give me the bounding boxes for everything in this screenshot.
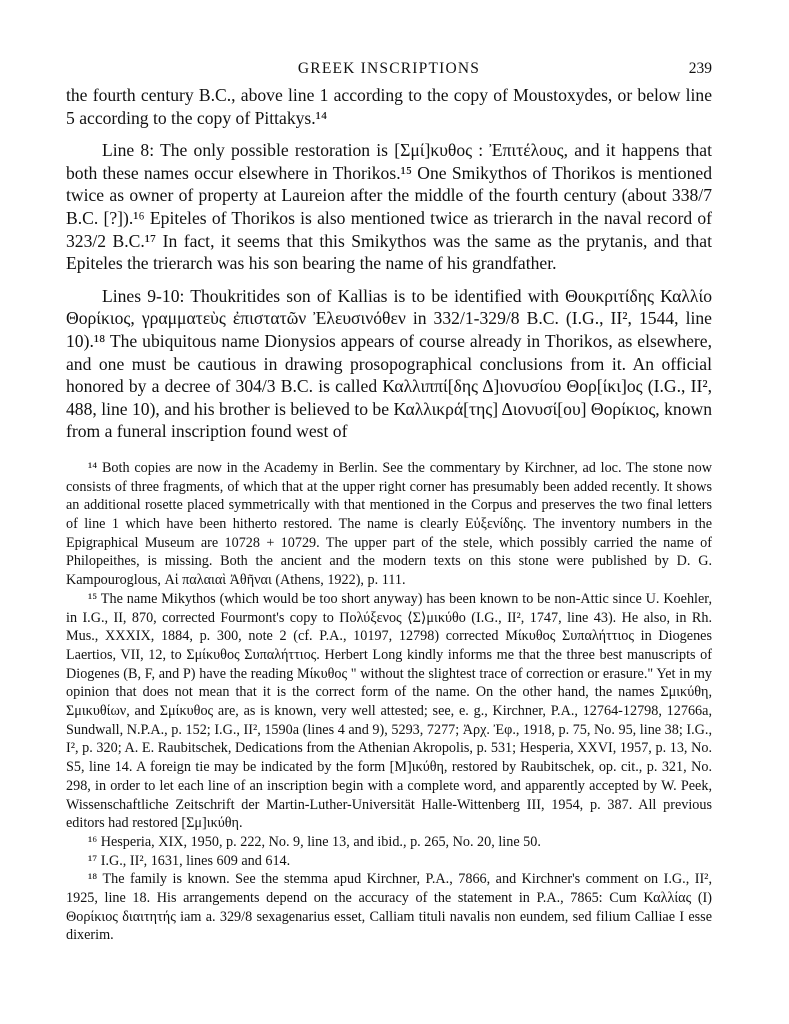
footnote-14: ¹⁴ Both copies are now in the Academy in Berlin. See the commentary by Kirchner, ad loc. The stone now consists of three fragments, of which that at the upper right corner has presumably been added recently. It shows an additional rosette placed symmetrically with that mentioned in the Corpus and preserves the two final letters of line 1 which have been hitherto restored. The name is clearly Εὐξενίδης. The inventory numbers in the Epigraphical Museum are 10728 + 10729. The upper part of the stele, which possibly carried the name of Philopeithes, is missing. Both the ancient and the modern texts on this stone were published by D. G. Kampouroglous, Αἱ παλαιαὶ Ἀθῆναι (Athens, 1922), p. 111. <box>66 459 712 589</box>
page <box>66 54 712 945</box>
paragraph-lines-9-10: Lines 9-10: Thoukritides son of Kallias is to be identified with Θουκριτίδης Καλλίο Θορίκιος, γραμματεὺς ἐπιστατῶν Ἐλευσινόθεν in 332/1-329/8 B.C. (I.G., II², 1544, line 10).¹⁸ The ubiquitous name Dionysios appears of course already in Thorikos, as elsewhere, and one must be cautious in drawing prosopographical conclusions from it. An official honored by a decree of 304/3 B.C. is called Καλλιππί[δης Δ]ιονυσίου Θορ[ίκι]ος (I.G., II², 488, line 10), and his brother is believed to be Καλλικρά[της] Διονυσί[ου] Θορίκιος, known from a funeral inscription found west of <box>66 285 712 442</box>
running-title: GREEK INSCRIPTIONS <box>297 60 481 77</box>
footnote-18: ¹⁸ The family is known. See the stemma apud Kirchner, P.A., 7866, and Kirchner's comment on I.G., II², 1925, line 18. His arrangements depend on the accuracy of the statement in P.A., 7865: Cum Καλλίας (I) Θορίκιος διαιτητής iam a. 329/8 sexagenarius esset, Calliam tituli navalis non eundem, sed filium Calliae I esse dixerim. <box>66 871 712 944</box>
page-number: 239 <box>688 60 712 77</box>
footnote-15: ¹⁵ The name Mikythos (which would be too short anyway) has been known to be non-Attic since U. Koehler, in I.G., II, 870, corrected Fourmont's copy to Πολύξενος ⟨Σ⟩μικύθο (I.G., II², 1747, line 43). He also, in Rh. Mus., XXXIX, 1884, p. 300, note 2 (cf. P.A., 10197, 12798) corrected Μίκυθος Συπαλήττιος in Diogenes Laertios, VII, 12, to Σμίκυθος Συπαλήττιος. Herbert Long kindly informs me that the three best manuscripts of Diogenes (B, F, and P) have the reading Μίκυθος " without the slightest trace of correction or erasure." Yet in my opinion that does not mean that it is the correct form of the name. On the other hand, the names Σμικύθη, Σμικυθίων, and Σμίκυθος are, as is known, very well attested; see, e. g., Kirchner, P.A., 12764-12798, 12766a, Sundwall, N.P.A., p. 152; I.G., II², 1590a (lines 4 and 9), 5293, 7277; Ἀρχ. Ἐφ., 1918, p. 75, No. 95, line 38; I.G., I², p. 320; A. E. Raubitschek, Dedications from the Athenian Akropolis, p. 531; Hesperia, XXVI, 1957, p. 13, No. S5, line 14. A foreign tie may be indicated by the form [Μ]ικύθη, restored by Raubitschek, op. cit., p. 321, No. 298, in order to let each line of an inscription begin with a complete word, and apparently accepted by W. Peek, Wissenschaftliche Zeitschrift der Martin-Luther-Universität Halle-Wittenberg III, 1954, p. 387. All previous editors had restored [Σμ]ικύθη. <box>66 590 712 832</box>
footnotes <box>66 459 712 945</box>
main-text <box>66 84 712 443</box>
footnote-17: ¹⁷ I.G., II², 1631, lines 609 and 614. <box>88 852 291 869</box>
running-header <box>66 54 712 84</box>
paragraph-line-8: Line 8: The only possible restoration is [Σμί]κυθος : Ἐπιτέλους, and it happens that both these names occur elsewhere in Thorikos.¹⁵ One Smikythos of Thorikos is mentioned twice as owner of property at Laureion after the middle of the fourth century (about 338/7 B.C. [?]).¹⁶ Epiteles of Thorikos is also mentioned twice as trierarch in the naval record of 323/2 B.C.¹⁷ In fact, it seems that this Smikythos was the same as the prytanis, and that Epiteles the trierarch was his son bearing the name of his grandfather. <box>66 140 712 274</box>
footnote-16: ¹⁶ Hesperia, XIX, 1950, p. 222, No. 9, line 13, and ibid., p. 265, No. 20, line 50. <box>88 833 541 850</box>
paragraph-continued: the fourth century B.C., above line 1 according to the copy of Moustoxydes, or below line 5 according to the copy of Pittakys.¹⁴ <box>66 85 712 128</box>
